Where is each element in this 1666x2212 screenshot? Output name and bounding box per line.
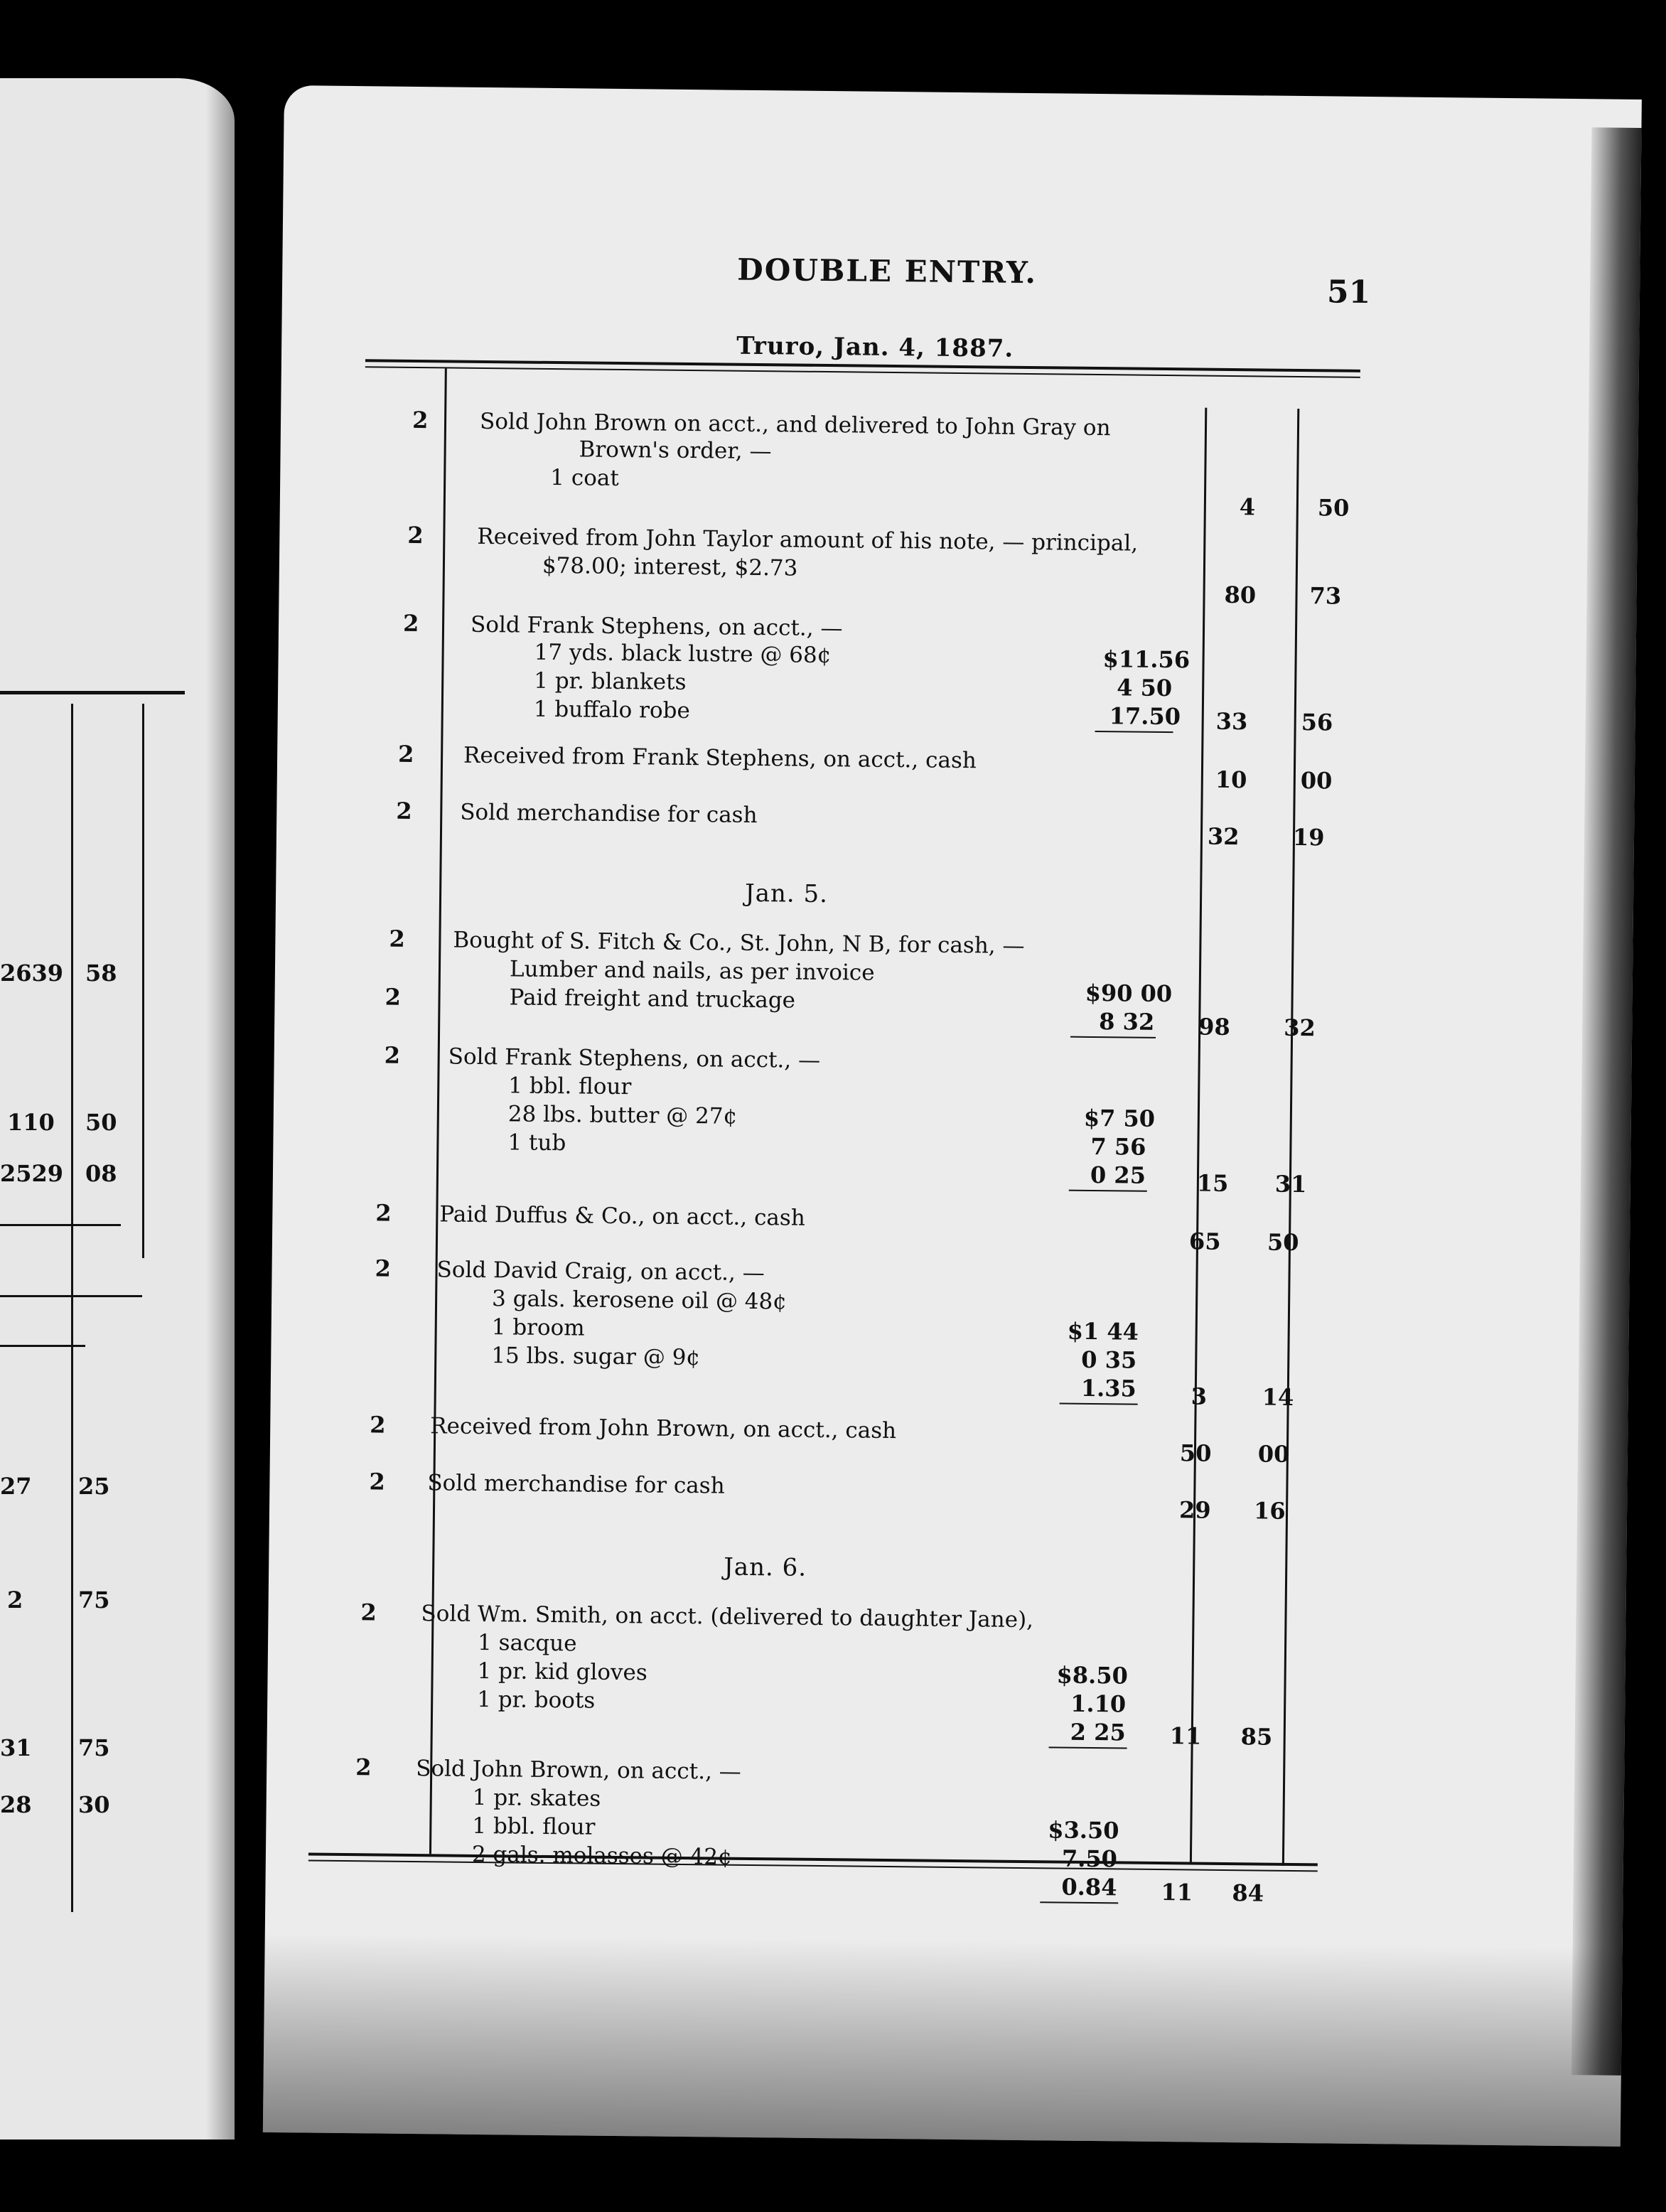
left-amount: 2529 [0, 1160, 64, 1187]
ledger-ref: 2 [385, 983, 402, 1011]
page-shadow [206, 78, 235, 2139]
amount-dollars: 11 [1161, 1879, 1193, 1906]
left-amount: 27 [0, 1473, 32, 1500]
rule [0, 1295, 142, 1297]
entry-text: Sold Wm. Smith, on acct. (delivered to daughter Jane), [421, 1601, 1034, 1633]
left-cents: 75 [78, 1734, 110, 1761]
item-amount: 1.10 [1070, 1690, 1127, 1718]
entry-text: 1 pr. blankets [534, 667, 687, 695]
item-amount: $7 50 [1083, 1104, 1156, 1132]
entry-text: 1 tub [507, 1129, 566, 1156]
left-cents: 50 [85, 1109, 117, 1136]
left-cents: 75 [78, 1586, 110, 1614]
amount-dollars: 33 [1215, 707, 1248, 736]
ledger-ref: 2 [375, 1255, 392, 1282]
entry-text: Paid freight and truckage [509, 984, 796, 1014]
subtotal-rule [1040, 1901, 1118, 1904]
amount-dollars: 10 [1215, 766, 1247, 794]
subtotal-rule [1049, 1746, 1127, 1749]
entry-text: 17 yds. black lustre @ 68¢ [534, 639, 832, 669]
ledger-ref: 2 [396, 797, 412, 825]
column-rule [71, 704, 73, 1912]
subtotal-rule [1070, 1036, 1156, 1038]
item-amount: $1 44 [1067, 1317, 1139, 1346]
rule [0, 691, 185, 694]
ledger-ref: 2 [355, 1754, 372, 1781]
left-cents: 25 [78, 1473, 110, 1500]
ledger-ref: 2 [389, 925, 405, 952]
entry-text: 1 bbl. flour [508, 1073, 632, 1100]
amount-dollars: 65 [1188, 1228, 1221, 1255]
amount-cents: 50 [1267, 1228, 1299, 1257]
ledger-ref: 2 [360, 1599, 377, 1626]
left-amount: 28 [0, 1791, 32, 1818]
amount-cents: 14 [1262, 1383, 1294, 1411]
entry-text: Sold David Craig, on acct., — [436, 1257, 765, 1287]
amount-dollars: 29 [1178, 1496, 1211, 1524]
subtotal-rule [1069, 1190, 1147, 1192]
left-cents: 58 [85, 960, 117, 987]
subtotal-rule [1095, 731, 1173, 733]
page-title: DOUBLE ENTRY. [737, 252, 1038, 291]
ledger-page [263, 85, 1642, 2147]
amount-dollars: 3 [1191, 1382, 1208, 1410]
amount-dollars: 4 [1239, 493, 1256, 521]
ledger-ref: 2 [370, 1411, 386, 1439]
bottom-rule [308, 1852, 1318, 1866]
item-amount: 0.84 [1061, 1873, 1117, 1901]
entry-text: 1 pr. skates [472, 1784, 601, 1812]
entry-text: 1 coat [550, 464, 619, 491]
left-amount: 2639 [0, 960, 64, 987]
amount-cents: 16 [1253, 1497, 1286, 1525]
item-amount: 1.35 [1080, 1374, 1137, 1402]
ledger-ref: 2 [412, 406, 429, 434]
amount-cents: 56 [1301, 709, 1333, 736]
rule [0, 1224, 121, 1226]
entry-text: Sold Frank Stephens, on acct., — [470, 611, 843, 642]
page-number: 51 [1326, 274, 1371, 311]
entry-text: Bought of S. Fitch & Co., St. John, N B, for cash, — [453, 927, 1025, 959]
item-amount: 4 50 [1116, 674, 1173, 702]
entry-text: Sold merchandise for cash [460, 799, 758, 829]
ledger-ref: 2 [407, 521, 424, 549]
entry-text: 2 gals. molasses @ 42¢ [471, 1841, 732, 1870]
entry-text: 28 lbs. butter @ 27¢ [507, 1101, 738, 1129]
left-amount: 110 [7, 1109, 55, 1136]
left-page-fragment [0, 78, 235, 2139]
entry-text: Lumber and nails, as per invoice [509, 956, 875, 986]
left-cents: 30 [78, 1791, 110, 1818]
left-cents: 08 [85, 1160, 117, 1187]
amount-cents: 84 [1232, 1879, 1264, 1907]
amount-dollars: 32 [1207, 822, 1240, 851]
entry-text: Sold John Brown, on acct., — [416, 1756, 741, 1785]
entry-text: 3 gals. kerosene oil @ 48¢ [491, 1286, 788, 1315]
page-shadow [263, 1933, 1623, 2147]
item-amount: $11.56 [1102, 645, 1191, 674]
date-heading: Jan. 6. [723, 1552, 807, 1582]
amount-cents: 31 [1274, 1170, 1307, 1198]
entry-text: Sold Frank Stephens, on acct., — [448, 1043, 821, 1073]
left-amount: 2 [7, 1586, 23, 1614]
item-amount: $3.50 [1048, 1816, 1119, 1845]
amount-cents: 00 [1257, 1440, 1290, 1468]
column-rule [142, 704, 144, 1258]
amount-cents: 19 [1292, 823, 1325, 852]
entry-text: 1 pr. boots [477, 1686, 596, 1714]
entry-text: Sold John Brown on acct., and delivered to John Gray on [479, 408, 1111, 441]
amount-cents: 73 [1309, 582, 1342, 610]
ref-column-rule [429, 368, 447, 1854]
item-amount: $8.50 [1056, 1661, 1129, 1690]
left-amount: 31 [0, 1734, 32, 1761]
entry-text: $78.00; interest, $2.73 [542, 552, 798, 581]
ledger-ref: 2 [402, 609, 419, 638]
entry-text: 15 lbs. sugar @ 9¢ [491, 1343, 701, 1371]
page-edge [1571, 127, 1642, 2076]
amount-cents: 32 [1283, 1014, 1316, 1042]
item-amount: $90 00 [1085, 979, 1173, 1008]
amount-cents: 00 [1300, 767, 1333, 795]
entry-text: Sold merchandise for cash [427, 1470, 725, 1499]
place-date: Truro, Jan. 4, 1887. [736, 331, 1014, 363]
entry-text: Received from John Taylor amount of his note, — principal, [477, 523, 1139, 557]
entry-text: Paid Duffus & Co., on acct., cash [439, 1201, 805, 1231]
entry-text: Brown's order, — [579, 436, 772, 465]
subtotal-rule [1060, 1403, 1138, 1405]
item-amount: 17.50 [1109, 702, 1181, 731]
entry-text: 1 pr. kid gloves [477, 1658, 647, 1686]
amount-dollars: 15 [1196, 1169, 1229, 1197]
cents-column-rule [1282, 409, 1299, 1866]
item-amount: 0 25 [1090, 1161, 1146, 1189]
ledger-ref: 2 [375, 1199, 392, 1227]
ledger-ref: 2 [384, 1041, 401, 1069]
amount-dollars: 50 [1179, 1439, 1212, 1467]
entry-text: 1 buffalo robe [533, 696, 691, 724]
entry-text: 1 bbl. flour [472, 1813, 596, 1840]
item-amount: 7 56 [1090, 1132, 1146, 1161]
entry-text: Received from Frank Stephens, on acct., cash [463, 742, 977, 774]
amount-cents: 50 [1317, 494, 1350, 522]
item-amount: 2 25 [1070, 1718, 1126, 1746]
amount-cents: 85 [1240, 1723, 1273, 1751]
ledger-ref: 2 [397, 740, 414, 768]
dollars-column-rule [1190, 408, 1207, 1865]
entry-text: Received from John Brown, on acct., cash [430, 1413, 897, 1444]
entry-text: 1 sacque [477, 1629, 577, 1657]
date-heading: Jan. 5. [744, 879, 829, 909]
item-amount: 8 32 [1099, 1008, 1155, 1036]
entry-text: 1 broom [491, 1314, 585, 1341]
ledger-ref: 2 [369, 1468, 385, 1496]
amount-dollars: 11 [1169, 1722, 1202, 1750]
item-amount: 0 35 [1081, 1346, 1137, 1374]
amount-dollars: 80 [1224, 581, 1257, 609]
rule [0, 1345, 85, 1347]
item-amount: 7.50 [1061, 1845, 1118, 1873]
amount-dollars: 98 [1198, 1013, 1230, 1041]
